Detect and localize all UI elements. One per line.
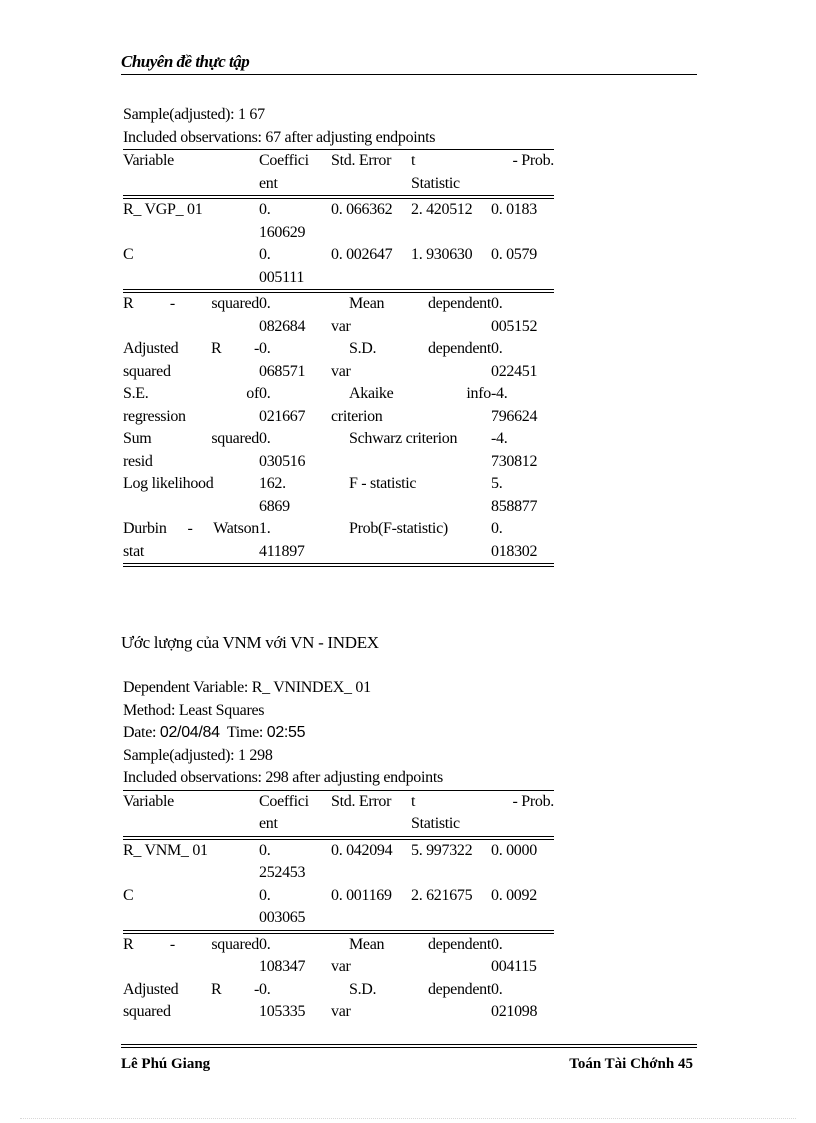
table-header-row-2: ent Statistic (259, 815, 460, 832)
table-row: R_ VGP_ 01 0. 0. 066362 2. 420512 0. 0183 (123, 197, 554, 222)
stat-row: Sum squared 0. Schwarz criterion -4. (123, 430, 508, 447)
col-coefficient-cont: ent (259, 174, 278, 192)
table-row-cont: 003065 (259, 909, 306, 926)
date-value: 02/04/84 (159, 724, 220, 741)
table-row: R_ VNM_ 01 0. 0. 042094 5. 997322 0. 0000 (123, 838, 554, 863)
method-line: Method: Least Squares (123, 701, 265, 719)
stat-row-cont: 108347 var 004115 (259, 958, 537, 975)
table-row-cont: 160629 (259, 223, 306, 241)
footer-page: Toán Tài Chớnh 45 (569, 1056, 693, 1072)
stat-row: S.E. of 0. Akaike info -4. (123, 385, 508, 402)
regression-table-1 (123, 149, 554, 567)
dependent-variable-line: Dependent Variable: R_ VNINDEX_ 01 (123, 679, 371, 696)
sample-line: Sample(adjusted): 1 298 (123, 746, 273, 764)
page-footer (121, 1044, 697, 1072)
stat-row-cont: 6869 858877 (259, 497, 538, 515)
page-edge-divider (20, 1118, 796, 1119)
col-variable: Variable (123, 150, 259, 173)
col-t: t (411, 150, 491, 173)
stat-row: Durbin - Watson 1. Prob(F-statistic) 0. (123, 520, 503, 537)
table-row-cont: 005111 (259, 268, 305, 286)
table-header-row (123, 150, 554, 173)
header-title: Chuyên đề thực tập (121, 52, 250, 71)
time-value: 02:55 (266, 724, 306, 741)
regression-output-1 (123, 104, 554, 567)
stat-row-cont: regression 021667 criterion 796624 (123, 407, 538, 425)
col-statistic: Statistic (411, 174, 460, 192)
stat-row-cont: 082684 var 005152 (259, 317, 538, 335)
table-row: C 0. 0. 001169 2. 621675 0. 0092 (123, 886, 537, 904)
table-header-row: Variable Coeffici Std. Error t - Prob. (123, 790, 554, 813)
col-prob: - Prob. (491, 150, 554, 173)
stat-row-cont: stat 411897 018302 (123, 541, 554, 566)
observations-line: Included observations: 298 after adjusting endpoints (123, 769, 443, 786)
observations-line: Included observations: 67 after adjusting endpoints (123, 128, 436, 146)
stat-row-cont: squared 105335 var 021098 (123, 1003, 538, 1020)
stat-row-cont: squared 068571 var 022451 (123, 362, 538, 380)
date-time-line: Date: 02/04/84 Time: 02:55 (123, 724, 306, 741)
table-row: C 0. 0. 002647 1. 930630 0. 0579 (123, 246, 537, 263)
stat-row: Adjusted R - 0. S.D. dependent 0. (123, 980, 503, 998)
stat-row: R - squared 0. Mean dependent 0. (123, 932, 554, 957)
section-heading: Ước lượng của VNM với VN - INDEX (121, 633, 379, 652)
page-header (121, 52, 697, 75)
stat-row-cont: resid 030516 730812 (123, 452, 538, 470)
table-row-cont: 252453 (259, 864, 306, 881)
col-coefficient: Coeffici (259, 150, 331, 173)
regression-table-2 (123, 790, 554, 1024)
table-header-row-2 (123, 173, 554, 198)
footer-author: Lê Phú Giang (121, 1056, 211, 1072)
sample-line: Sample(adjusted): 1 67 (123, 106, 265, 123)
stat-row: Log likelihood 162. F - statistic 5. (123, 475, 503, 492)
stat-row: Adjusted R - 0. S.D. dependent 0. (123, 340, 503, 357)
regression-output-2 (123, 677, 554, 1024)
col-std-error: Std. Error (331, 150, 411, 173)
stat-row: R - squared 0. Mean dependent 0. (123, 291, 554, 316)
